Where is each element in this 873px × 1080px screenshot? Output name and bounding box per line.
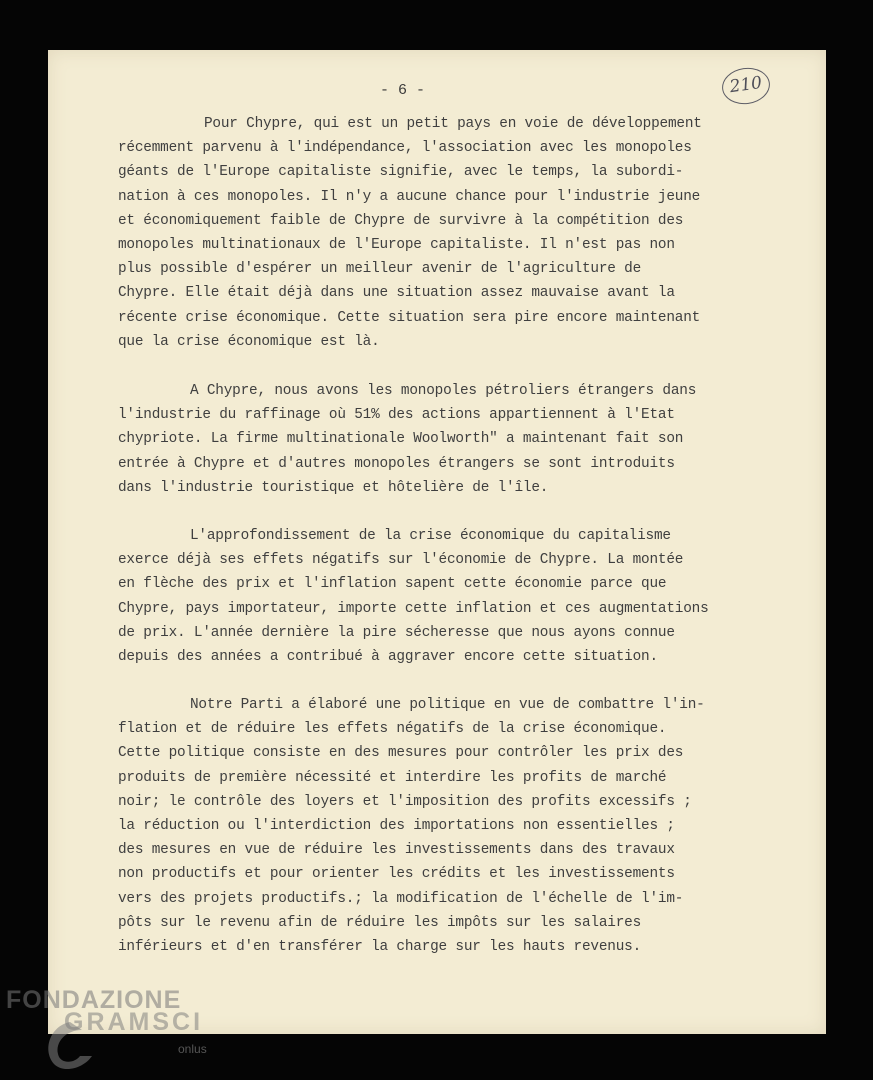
fondazione-gramsci-watermark (6, 986, 236, 1076)
paragraph-3 (118, 524, 758, 669)
text-line: chypriote. La firme multinationale Woolworth" a maintenant fait son (118, 431, 684, 448)
text-line: la réduction ou l'interdiction des importations non essentielles ; (118, 817, 675, 834)
text-line: non productifs et pour orienter les crédits et les investissements (118, 866, 675, 883)
text-line: L'approfondissement de la crise économique du capitalisme (190, 528, 671, 544)
text-line: Cette politique consiste en des mesures pour contrôler les prix des (118, 745, 684, 762)
text-line: en flèche des prix et l'inflation sapent cette économie parce que (118, 576, 667, 593)
text-line: récente crise économique. Cette situation sera pire encore maintenant (118, 309, 701, 326)
text-line: l'industrie du raffinage où 51% des actions appartiennent à l'Etat (118, 407, 675, 424)
text-line: que la crise économique est là. (118, 333, 380, 350)
text-line: exerce déjà ses effets négatifs sur l'économie de Chypre. La montée (118, 552, 684, 569)
text-line: flation et de réduire les effets négatifs de la crise économique. (118, 721, 667, 738)
watermark-line-1: FONDAZIONE (6, 986, 182, 1014)
text-line: depuis des années a contribué à aggraver encore cette situation. (118, 648, 658, 665)
watermark-suffix: onlus (178, 1042, 207, 1056)
paragraph-2 (118, 379, 758, 500)
text-line: pôts sur le revenu afin de réduire les impôts sur les salaires (118, 914, 642, 931)
text-line: A Chypre, nous avons les monopoles pétroliers étrangers dans (190, 383, 697, 399)
text-line: inférieurs et d'en transférer la charge sur les hauts revenus. (118, 938, 642, 955)
text-line: produits de première nécessité et interdire les profits de marché (118, 769, 667, 786)
text-line: monopoles multinationaux de l'Europe capitaliste. Il n'est pas non (118, 236, 675, 253)
text-line: dans l'industrie touristique et hôtelière de l'île. (118, 479, 549, 496)
text-line: entrée à Chypre et d'autres monopoles étrangers se sont introduits (118, 455, 675, 472)
text-line: Pour Chypre, qui est un petit pays en voie de développement (204, 116, 702, 132)
text-line: géants de l'Europe capitaliste signifie, avec le temps, la subordi- (118, 164, 684, 181)
text-line: noir; le contrôle des loyers et l'imposition des profits excessifs ; (118, 793, 692, 810)
text-line: de prix. L'année dernière la pire sécheresse que nous ayons connue (118, 624, 675, 641)
text-line: Chypre, pays importateur, importe cette inflation et ces augmentations (118, 600, 709, 617)
page-number: - 6 - (380, 82, 426, 99)
text-line: plus possible d'espérer un meilleur avenir de l'agriculture de (118, 261, 642, 278)
text-line: Notre Parti a élaboré une politique en vue de combattre l'in- (190, 697, 705, 713)
watermark-line-2: GRAMSCI (64, 1008, 204, 1036)
text-line: Chypre. Elle était déjà dans une situation assez mauvaise avant la (118, 285, 675, 302)
text-line: et économiquement faible de Chypre de survivre à la compétition des (118, 212, 684, 229)
paragraph-4 (118, 693, 758, 959)
text-line: nation à ces monopoles. Il n'y a aucune chance pour l'industrie jeune (118, 188, 701, 205)
text-line: vers des projets productifs.; la modification de l'échelle de l'im- (118, 890, 684, 907)
text-line: récemment parvenu à l'indépendance, l'association avec les monopoles (118, 140, 692, 157)
archive-number: 210 (728, 72, 764, 98)
text-line: des mesures en vue de réduire les investissements dans des travaux (118, 842, 675, 859)
paragraph-1 (118, 112, 758, 354)
